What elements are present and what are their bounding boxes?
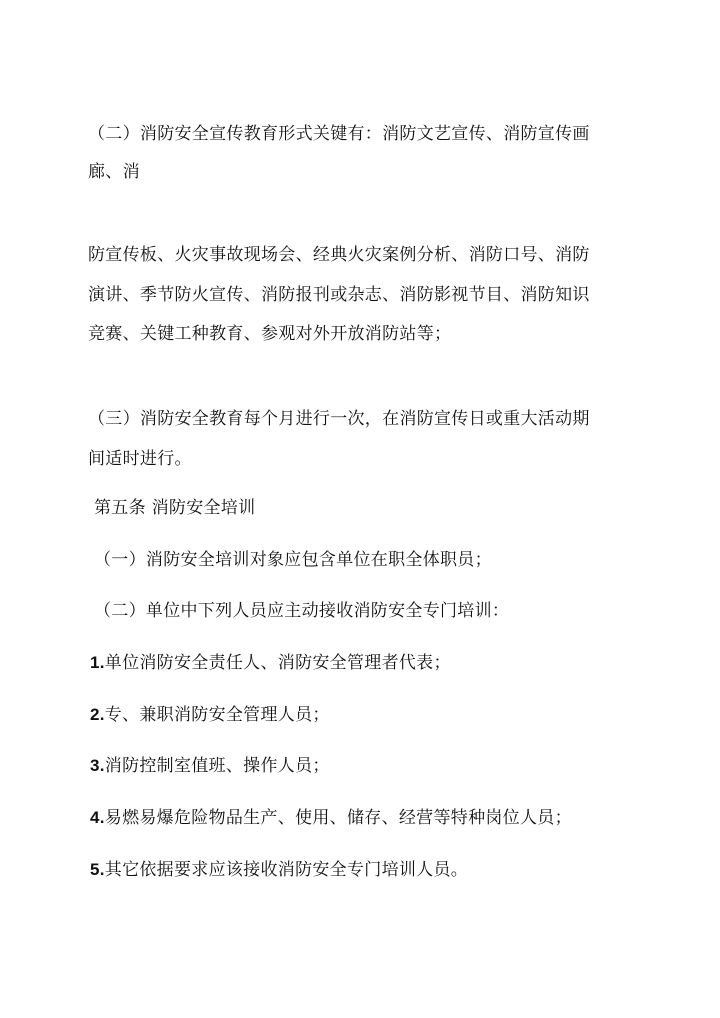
list-item-text: 消防控制室值班、操作人员；	[104, 756, 330, 776]
clause-1: （一）消防安全培训对象应包含单位在职全体职员；	[94, 550, 492, 570]
list-item	[90, 755, 330, 777]
list-item-number: 5.	[90, 860, 105, 879]
list-item	[90, 859, 468, 881]
list-item-number: 4.	[90, 808, 105, 827]
para3-line2: 间适时进行。	[88, 449, 192, 469]
list-item-text: 其它依据要求应该接收消防安全专门培训人员。	[104, 860, 469, 880]
para1-line2: 廊、消	[88, 162, 140, 182]
para2-line1: 防宣传板、火灾事故现场会、经典火灾案例分析、消防口号、消防	[88, 245, 590, 265]
list-item	[90, 807, 572, 829]
para3-line1: （三）消防安全教育每个月进行一次，在消防宣传日或重大活动期	[88, 409, 590, 429]
para2-line3: 竞赛、关键工种教育、参观对外开放消防站等；	[88, 324, 452, 344]
list-item-text: 专、兼职消防安全管理人员；	[104, 705, 330, 725]
list-item	[90, 652, 451, 674]
list-item-number: 2.	[90, 705, 105, 724]
list-item	[90, 704, 330, 726]
list-item-number: 1.	[90, 653, 105, 672]
list-item-number: 3.	[90, 756, 105, 775]
para1-line1: （二）消防安全宣传教育形式关键有：消防文艺宣传、消防宣传画	[88, 124, 590, 144]
clause-2: （二）单位中下列人员应主动接收消防安全专门培训：	[94, 601, 510, 621]
para2-line2: 演讲、季节防火宣传、消防报刊或杂志、消防影视节目、消防知识	[88, 285, 590, 305]
article-heading: 第五条 消防安全培训	[94, 498, 256, 518]
list-item-text: 单位消防安全责任人、消防安全管理者代表；	[104, 653, 451, 673]
list-item-text: 易燃易爆危险物品生产、使用、储存、经营等特种岗位人员；	[104, 808, 572, 828]
